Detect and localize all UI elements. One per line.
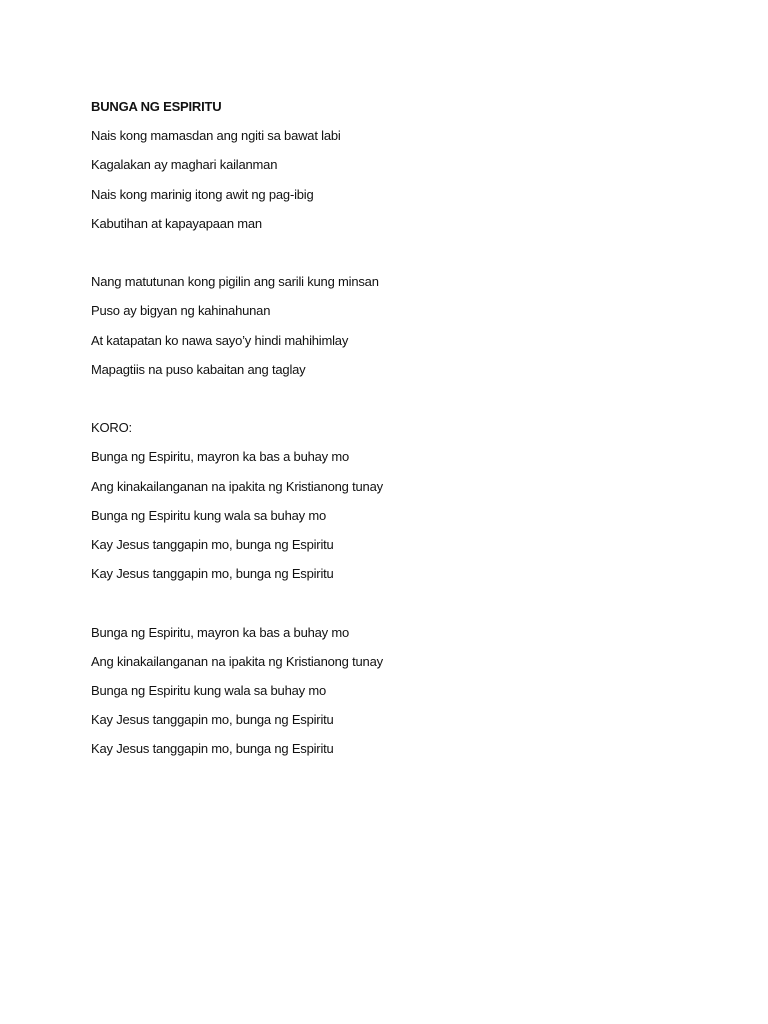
lyric-line: Kay Jesus tanggapin mo, bunga ng Espiritu	[91, 566, 334, 582]
lyric-line: Kay Jesus tanggapin mo, bunga ng Espiritu	[91, 741, 334, 757]
stanza-gap	[91, 384, 691, 413]
lyric-line: Ang kinakailanganan na ipakita ng Kristianong tunay	[91, 653, 383, 669]
stanza-gap	[91, 588, 691, 617]
lyric-line: At katapatan ko nawa sayo’y hindi mahihimlay	[91, 332, 349, 348]
lyric-line: Nais kong marinig itong awit ng pag-ibig	[91, 186, 314, 202]
verse-2	[91, 267, 691, 384]
lyric-line: Bunga ng Espiritu, mayron ka bas a buhay mo	[91, 624, 350, 640]
song-lyrics	[91, 92, 691, 764]
lyric-line: Kay Jesus tanggapin mo, bunga ng Espiritu	[91, 712, 334, 728]
lyric-line: Bunga ng Espiritu, mayron ka bas a buhay mo	[91, 449, 350, 465]
lyric-line: Nang matutunan kong pigilin ang sarili kung minsan	[91, 274, 379, 290]
lyric-line: Kabutihan at kapayapaan man	[91, 215, 262, 231]
chorus-label: KORO:	[91, 420, 132, 436]
lyric-line: Nais kong mamasdan ang ngiti sa bawat labi	[91, 128, 341, 144]
chorus-1	[91, 442, 691, 588]
song-title: BUNGA NG ESPIRITU	[91, 99, 222, 114]
lyric-line: Bunga ng Espiritu kung wala sa buhay mo	[91, 507, 327, 523]
lyric-line: Bunga ng Espiritu kung wala sa buhay mo	[91, 683, 327, 699]
lyric-line: Puso ay bigyan ng kahinahunan	[91, 303, 271, 319]
stanza-gap	[91, 238, 691, 267]
verse-1	[91, 121, 691, 238]
chorus-2	[91, 618, 691, 764]
lyric-line: Kay Jesus tanggapin mo, bunga ng Espiritu	[91, 537, 334, 553]
lyric-line: Kagalakan ay maghari kailanman	[91, 157, 278, 173]
lyric-line: Mapagtiis na puso kabaitan ang taglay	[91, 361, 306, 377]
lyric-line: Ang kinakailanganan na ipakita ng Kristianong tunay	[91, 478, 383, 494]
